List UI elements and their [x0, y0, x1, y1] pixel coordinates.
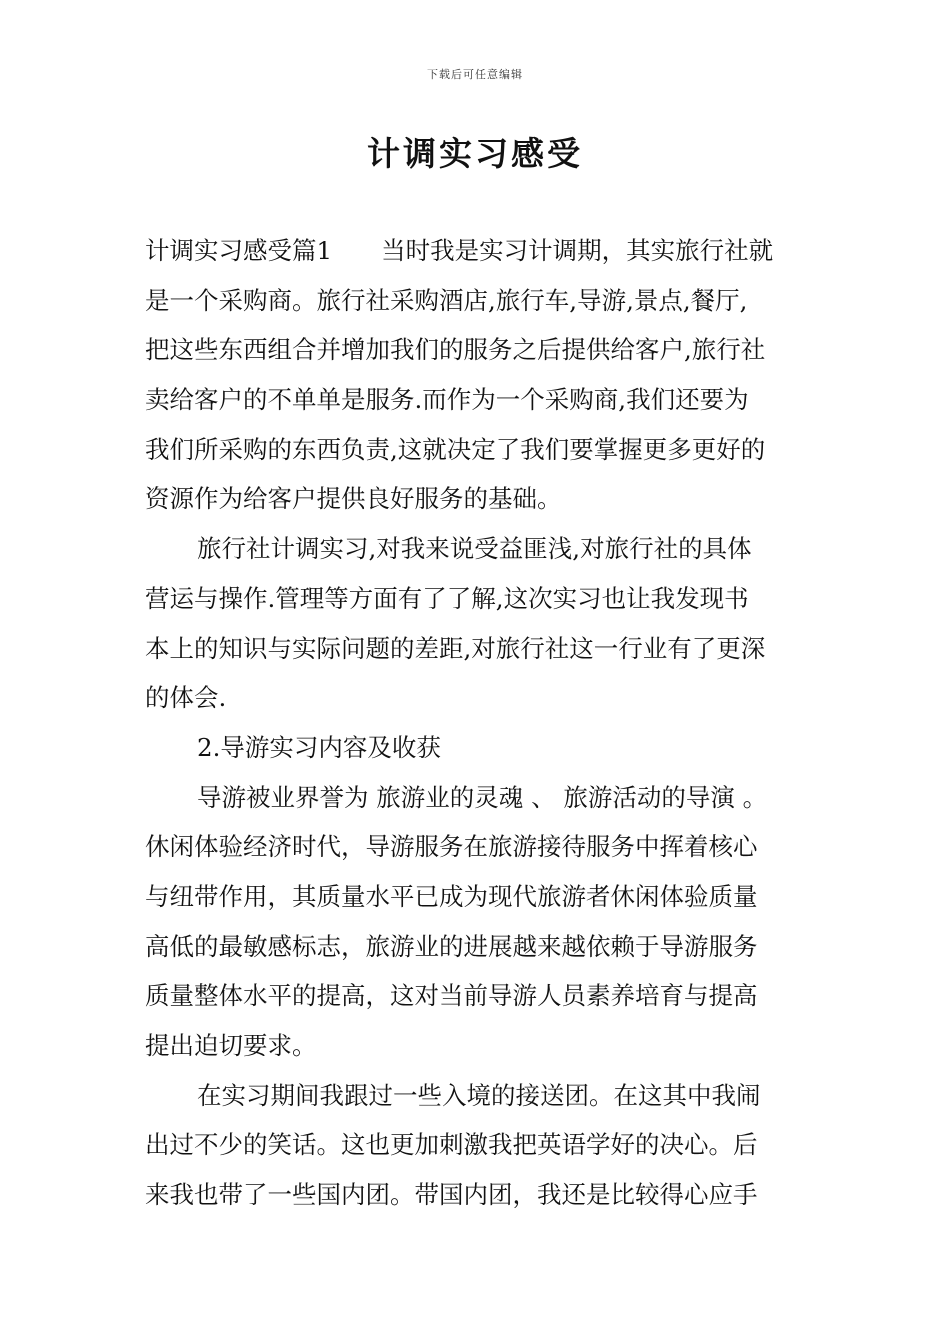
text-line: 与纽带作用，其质量水平已成为现代旅游者休闲体验质量 — [145, 881, 758, 911]
text-line: 高低的最敏感标志，旅游业的进展越来越依赖于导游服务 — [145, 931, 758, 961]
paragraph-1 — [145, 226, 810, 524]
text-line: 出过不少的笑话。这也更加刺激我把英语学好的决心。后 — [145, 1130, 758, 1160]
text-line: 旅行社计调实习,对我来说受益匪浅,对旅行社的具体 — [197, 534, 752, 564]
paragraph-4 — [145, 1071, 810, 1220]
text-line: 卖给客户的不单单是服务.而作为一个采购商,我们还要为 — [145, 385, 749, 415]
text-line: 资源作为给客户提供良好服务的基础。 — [145, 484, 562, 514]
text-line: 2.导游实习内容及收获 — [197, 732, 441, 762]
text-line: 休闲体验经济时代，导游服务在旅游接待服务中挥着核心 — [145, 832, 758, 862]
header-note: 下载后可任意编辑 — [427, 68, 523, 81]
text-line: 在实习期间我跟过一些入境的接送团。在这其中我闹 — [197, 1080, 761, 1110]
text-line: 的体会. — [145, 683, 227, 713]
text-line: 导游被业界誉为 旅游业的灵魂 、 旅游活动的导演 。 — [197, 782, 768, 812]
text-line: 提出迫切要求。 — [145, 1031, 317, 1060]
document-title: 计调实习感受 — [367, 134, 583, 173]
text-line: 把这些东西组合并增加我们的服务之后提供给客户,旅行社 — [145, 335, 766, 365]
text-line: 计调实习感受篇1 当时我是实习计调期，其实旅行社就 — [145, 236, 774, 265]
paragraph-3 — [145, 773, 810, 1071]
text-line: 本上的知识与实际问题的差距,对旅行社这一行业有了更深 — [145, 633, 766, 663]
section-heading — [145, 723, 810, 773]
text-line: 是一个采购商。旅行社采购酒店,旅行车,导游,景点,餐厅, — [145, 285, 748, 315]
text-line: 来我也带了一些国内团。带国内团，我还是比较得心应手 — [145, 1180, 758, 1210]
document-body — [145, 226, 810, 1220]
text-line: 营运与操作.管理等方面有了了解,这次实习也让我发现书 — [145, 583, 749, 613]
text-line: 我们所采购的东西负责,这就决定了我们要掌握更多更好的 — [145, 434, 766, 464]
paragraph-2 — [145, 524, 810, 723]
text-line: 质量整体水平的提高，这对当前导游人员素养培育与提高 — [145, 981, 758, 1011]
